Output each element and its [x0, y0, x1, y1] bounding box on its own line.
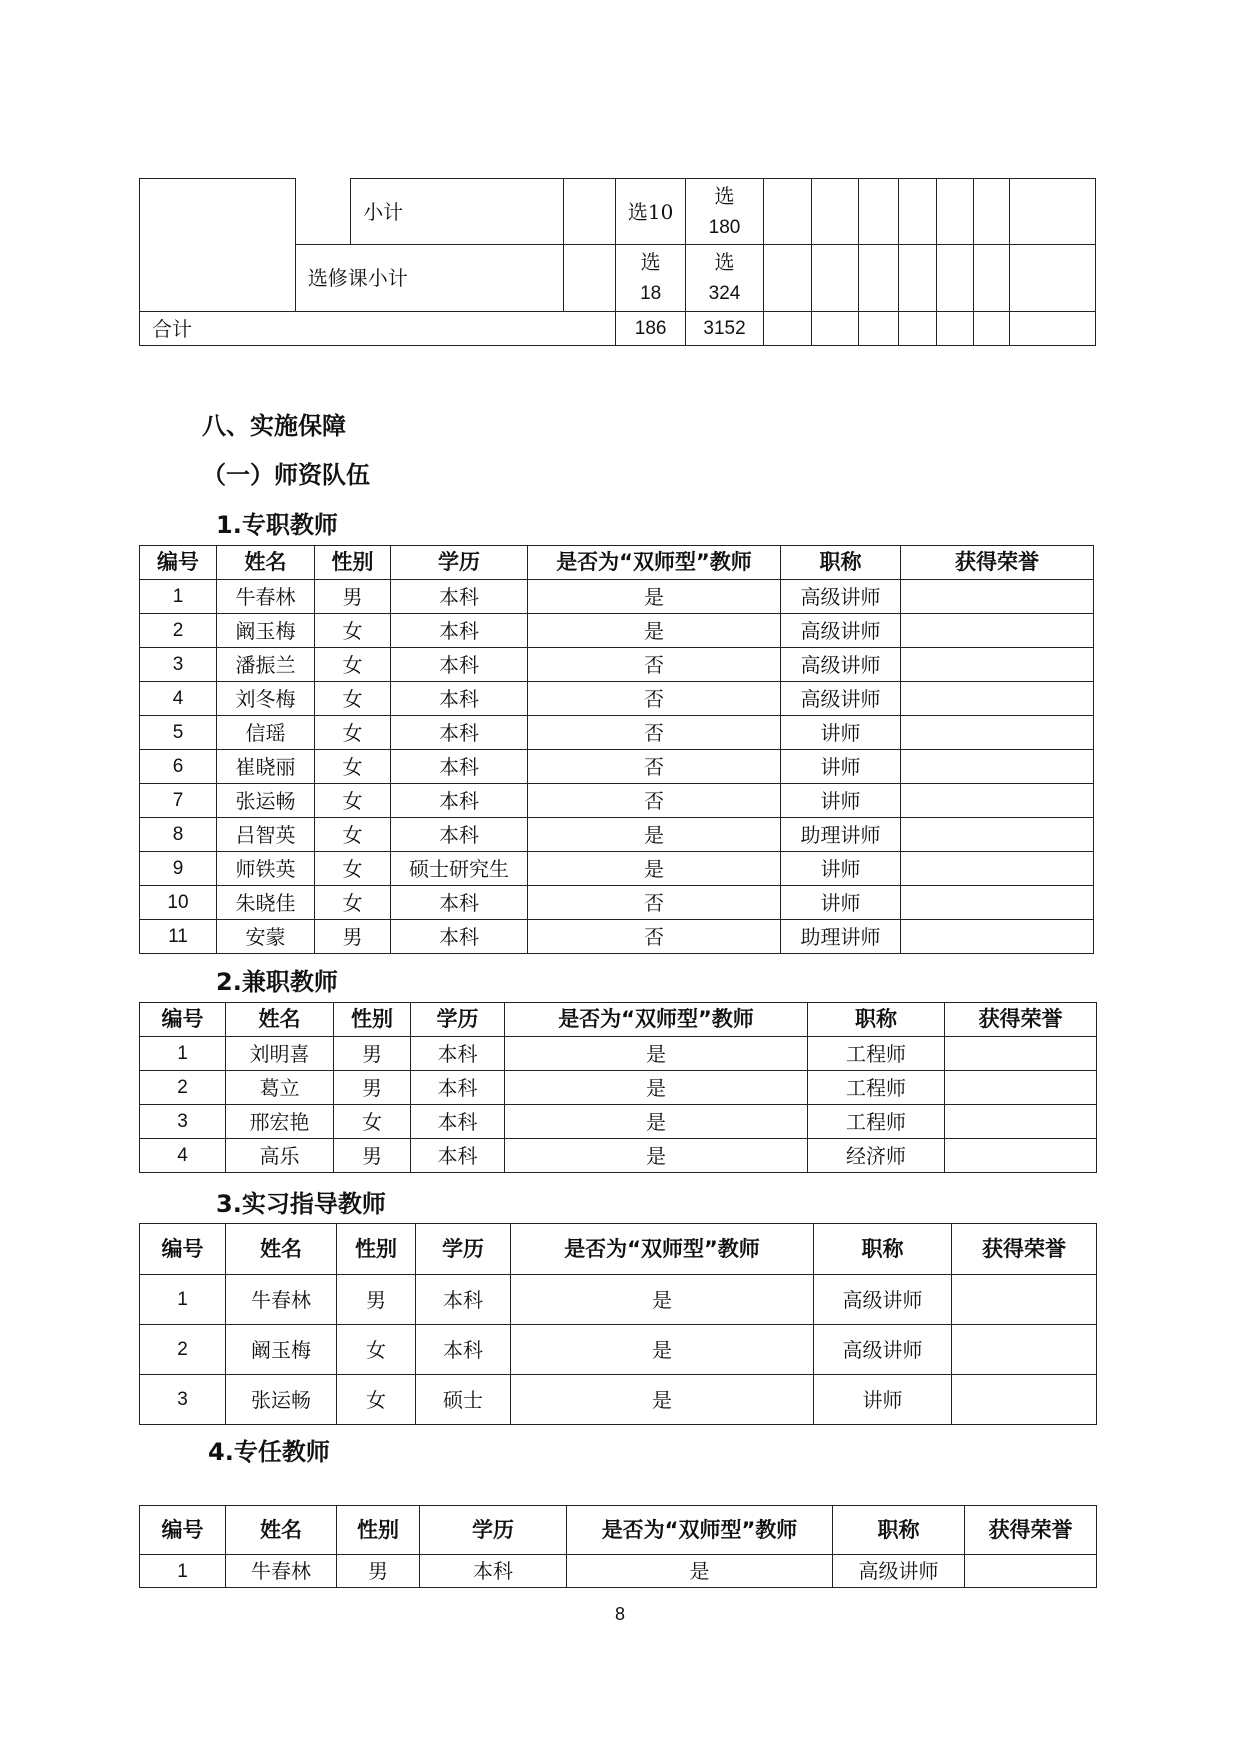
cell-name: 潘振兰	[217, 648, 315, 682]
cell-gender: 男	[315, 920, 391, 954]
cell-no: 2	[140, 1325, 226, 1375]
cell-no: 3	[140, 1375, 226, 1425]
cell-gender: 女	[315, 648, 391, 682]
cell-no: 3	[140, 1105, 226, 1139]
page-number: 8	[614, 1604, 625, 1624]
cell-title: 高级讲师	[781, 682, 901, 716]
cell-gender: 男	[315, 580, 391, 614]
dedicated-heading: 4.专任教师	[208, 1438, 330, 1466]
cell-dual: 否	[528, 648, 781, 682]
cell-gender: 女	[337, 1375, 416, 1425]
cell-no: 1	[140, 1275, 226, 1325]
cell-name: 高乐	[226, 1139, 334, 1173]
elective-course-total-hours: 选 324	[685, 245, 763, 312]
header-dual: 是否为“双师型”教师	[528, 546, 781, 580]
section-title: 八、实施保障	[202, 412, 346, 440]
cell-name: 阚玉梅	[226, 1325, 337, 1375]
cell-dual: 是	[511, 1275, 814, 1325]
cell-dual: 是	[505, 1105, 808, 1139]
cell-education: 本科	[391, 614, 528, 648]
cell-title: 讲师	[781, 784, 901, 818]
table-row	[140, 1071, 1097, 1105]
cell-no: 6	[140, 750, 217, 784]
cell-title: 高级讲师	[781, 580, 901, 614]
cell-title: 助理讲师	[781, 920, 901, 954]
elective-subtotal-hours: 选 180	[685, 179, 763, 245]
cell-gender: 男	[334, 1071, 411, 1105]
cell-title: 高级讲师	[781, 614, 901, 648]
table-row	[140, 784, 1094, 818]
cell-dual: 是	[528, 580, 781, 614]
cell-honors	[901, 648, 1094, 682]
header-education: 学历	[391, 546, 528, 580]
cell-name: 张运畅	[226, 1375, 337, 1425]
cell-name: 葛立	[226, 1071, 334, 1105]
cell-education: 本科	[391, 750, 528, 784]
cell-title: 工程师	[808, 1037, 945, 1071]
cell-education: 硕士研究生	[391, 852, 528, 886]
grand-total-credits: 186	[616, 312, 685, 346]
header-honors: 获得荣誉	[965, 1506, 1097, 1555]
cell-dual: 是	[505, 1037, 808, 1071]
cell-gender: 男	[337, 1555, 420, 1588]
header-title: 职称	[808, 1003, 945, 1037]
cell-no: 2	[140, 614, 217, 648]
cell-no: 4	[140, 1139, 226, 1173]
cell-title: 讲师	[814, 1375, 952, 1425]
cell-gender: 女	[315, 852, 391, 886]
cell-honors	[945, 1139, 1097, 1173]
cell-name: 邢宏艳	[226, 1105, 334, 1139]
cell-dual: 是	[528, 818, 781, 852]
cell-title: 工程师	[808, 1071, 945, 1105]
cell-gender: 女	[315, 614, 391, 648]
header-education: 学历	[420, 1506, 567, 1555]
cell-education: 本科	[416, 1325, 511, 1375]
cell-honors	[901, 750, 1094, 784]
cell-honors	[901, 682, 1094, 716]
cell-name: 牛春林	[226, 1555, 337, 1588]
cell-education: 本科	[411, 1105, 505, 1139]
parttime-heading: 2.兼职教师	[216, 968, 338, 996]
header-dual: 是否为“双师型”教师	[567, 1506, 833, 1555]
cell-title: 讲师	[781, 750, 901, 784]
table-row	[140, 682, 1094, 716]
cell-gender: 男	[334, 1139, 411, 1173]
table-header-row	[140, 1506, 1097, 1555]
table-row	[140, 179, 1096, 245]
table-row	[140, 312, 1096, 346]
cell-honors	[901, 852, 1094, 886]
table-row	[140, 750, 1094, 784]
cell-education: 本科	[391, 648, 528, 682]
cell-name: 张运畅	[217, 784, 315, 818]
elective-subtotal-credits: 选10	[616, 179, 685, 245]
cell-no: 1	[140, 580, 217, 614]
table-row	[140, 1105, 1097, 1139]
header-title: 职称	[814, 1224, 952, 1275]
header-education: 学历	[416, 1224, 511, 1275]
table-header-row	[140, 1224, 1097, 1275]
cell-title: 高级讲师	[814, 1325, 952, 1375]
internship-teachers-table	[139, 1223, 1097, 1425]
cell-honors	[945, 1071, 1097, 1105]
elective-course-total-credits: 选 18	[616, 245, 685, 312]
cell-education: 本科	[391, 920, 528, 954]
cell-dual: 否	[528, 784, 781, 818]
cell-name: 师铁英	[217, 852, 315, 886]
course-summary-table	[139, 178, 1096, 346]
cell-name: 信瑶	[217, 716, 315, 750]
cell-dual: 是	[511, 1325, 814, 1375]
cell-name: 吕智英	[217, 818, 315, 852]
table-row	[140, 1555, 1097, 1588]
fulltime-heading: 1.专职教师	[216, 511, 338, 539]
cell-gender: 女	[315, 818, 391, 852]
header-title: 职称	[781, 546, 901, 580]
cell-education: 本科	[391, 580, 528, 614]
table-row	[140, 1375, 1097, 1425]
cell-honors	[901, 920, 1094, 954]
header-name: 姓名	[226, 1003, 334, 1037]
cell-education: 本科	[391, 818, 528, 852]
cell-title: 讲师	[781, 852, 901, 886]
header-no: 编号	[140, 1506, 226, 1555]
cell-no: 4	[140, 682, 217, 716]
cell-name: 阚玉梅	[217, 614, 315, 648]
cell-honors	[901, 784, 1094, 818]
header-no: 编号	[140, 1224, 226, 1275]
header-no: 编号	[140, 546, 217, 580]
table-cell	[140, 179, 296, 312]
table-row	[140, 648, 1094, 682]
cell-dual: 是	[528, 852, 781, 886]
cell-name: 刘冬梅	[217, 682, 315, 716]
cell-dual: 否	[528, 886, 781, 920]
subsection-title: （一）师资队伍	[202, 461, 370, 489]
cell-education: 本科	[391, 682, 528, 716]
parttime-teachers-table	[139, 1002, 1097, 1173]
header-gender: 性别	[315, 546, 391, 580]
header-honors: 获得荣誉	[945, 1003, 1097, 1037]
table-cell	[564, 245, 616, 312]
cell-no: 1	[140, 1555, 226, 1588]
cell-dual: 是	[567, 1555, 833, 1588]
table-row	[140, 818, 1094, 852]
cell-name: 牛春林	[217, 580, 315, 614]
cell-dual: 是	[511, 1375, 814, 1425]
cell-no: 5	[140, 716, 217, 750]
table-row	[140, 852, 1094, 886]
header-dual: 是否为“双师型”教师	[505, 1003, 808, 1037]
table-row	[140, 886, 1094, 920]
cell-gender: 女	[315, 716, 391, 750]
cell-no: 9	[140, 852, 217, 886]
cell-education: 本科	[411, 1139, 505, 1173]
table-row	[140, 1275, 1097, 1325]
header-gender: 性别	[337, 1224, 416, 1275]
cell-gender: 女	[315, 886, 391, 920]
table-cell	[564, 179, 616, 245]
cell-dual: 是	[505, 1139, 808, 1173]
header-honors: 获得荣誉	[952, 1224, 1097, 1275]
cell-title: 讲师	[781, 716, 901, 750]
header-name: 姓名	[226, 1224, 337, 1275]
cell-title: 高级讲师	[781, 648, 901, 682]
elective-course-total-label: 选修课小计	[295, 245, 563, 312]
cell-honors	[952, 1275, 1097, 1325]
cell-honors	[901, 580, 1094, 614]
cell-education: 本科	[411, 1037, 505, 1071]
grand-total-hours: 3152	[685, 312, 763, 346]
cell-title: 讲师	[781, 886, 901, 920]
cell-no: 8	[140, 818, 217, 852]
cell-gender: 女	[315, 682, 391, 716]
header-title: 职称	[833, 1506, 965, 1555]
cell-honors	[945, 1105, 1097, 1139]
header-gender: 性别	[334, 1003, 411, 1037]
header-dual: 是否为“双师型”教师	[511, 1224, 814, 1275]
cell-gender: 女	[315, 784, 391, 818]
cell-no: 1	[140, 1037, 226, 1071]
elective-subtotal-label: 小计	[351, 179, 564, 245]
header-name: 姓名	[226, 1506, 337, 1555]
cell-honors	[901, 614, 1094, 648]
table-row	[140, 1325, 1097, 1375]
cell-honors	[945, 1037, 1097, 1071]
cell-dual: 是	[528, 614, 781, 648]
cell-education: 本科	[420, 1555, 567, 1588]
cell-education: 本科	[391, 716, 528, 750]
cell-dual: 否	[528, 682, 781, 716]
cell-no: 11	[140, 920, 217, 954]
cell-name: 朱晓佳	[217, 886, 315, 920]
cell-title: 助理讲师	[781, 818, 901, 852]
cell-education: 本科	[391, 886, 528, 920]
cell-honors	[952, 1325, 1097, 1375]
table-header-row	[140, 1003, 1097, 1037]
header-education: 学历	[411, 1003, 505, 1037]
cell-honors	[901, 716, 1094, 750]
header-no: 编号	[140, 1003, 226, 1037]
table-row	[140, 920, 1094, 954]
cell-honors	[901, 886, 1094, 920]
cell-education: 硕士	[416, 1375, 511, 1425]
table-cell	[295, 179, 350, 245]
table-header-row	[140, 546, 1094, 580]
table-row	[140, 1037, 1097, 1071]
cell-gender: 女	[315, 750, 391, 784]
cell-name: 牛春林	[226, 1275, 337, 1325]
cell-name: 刘明喜	[226, 1037, 334, 1071]
table-row	[140, 1139, 1097, 1173]
cell-no: 2	[140, 1071, 226, 1105]
header-name: 姓名	[217, 546, 315, 580]
header-honors: 获得荣誉	[901, 546, 1094, 580]
cell-honors	[965, 1555, 1097, 1588]
cell-no: 7	[140, 784, 217, 818]
header-gender: 性别	[337, 1506, 420, 1555]
grand-total-label: 合计	[140, 312, 616, 346]
cell-gender: 女	[337, 1325, 416, 1375]
cell-education: 本科	[391, 784, 528, 818]
cell-no: 3	[140, 648, 217, 682]
cell-honors	[901, 818, 1094, 852]
cell-title: 工程师	[808, 1105, 945, 1139]
table-row	[140, 580, 1094, 614]
cell-title: 高级讲师	[833, 1555, 965, 1588]
cell-gender: 男	[334, 1037, 411, 1071]
cell-education: 本科	[416, 1275, 511, 1325]
cell-name: 崔晓丽	[217, 750, 315, 784]
cell-honors	[952, 1375, 1097, 1425]
cell-title: 经济师	[808, 1139, 945, 1173]
internship-heading: 3.实习指导教师	[216, 1190, 386, 1218]
cell-no: 10	[140, 886, 217, 920]
cell-gender: 男	[337, 1275, 416, 1325]
fulltime-teachers-table	[139, 545, 1094, 954]
cell-dual: 否	[528, 716, 781, 750]
dedicated-teachers-table	[139, 1505, 1097, 1588]
table-row	[140, 614, 1094, 648]
cell-gender: 女	[334, 1105, 411, 1139]
cell-title: 高级讲师	[814, 1275, 952, 1325]
cell-dual: 是	[505, 1071, 808, 1105]
cell-dual: 否	[528, 750, 781, 784]
cell-education: 本科	[411, 1071, 505, 1105]
table-row	[140, 716, 1094, 750]
cell-name: 安蒙	[217, 920, 315, 954]
cell-dual: 否	[528, 920, 781, 954]
